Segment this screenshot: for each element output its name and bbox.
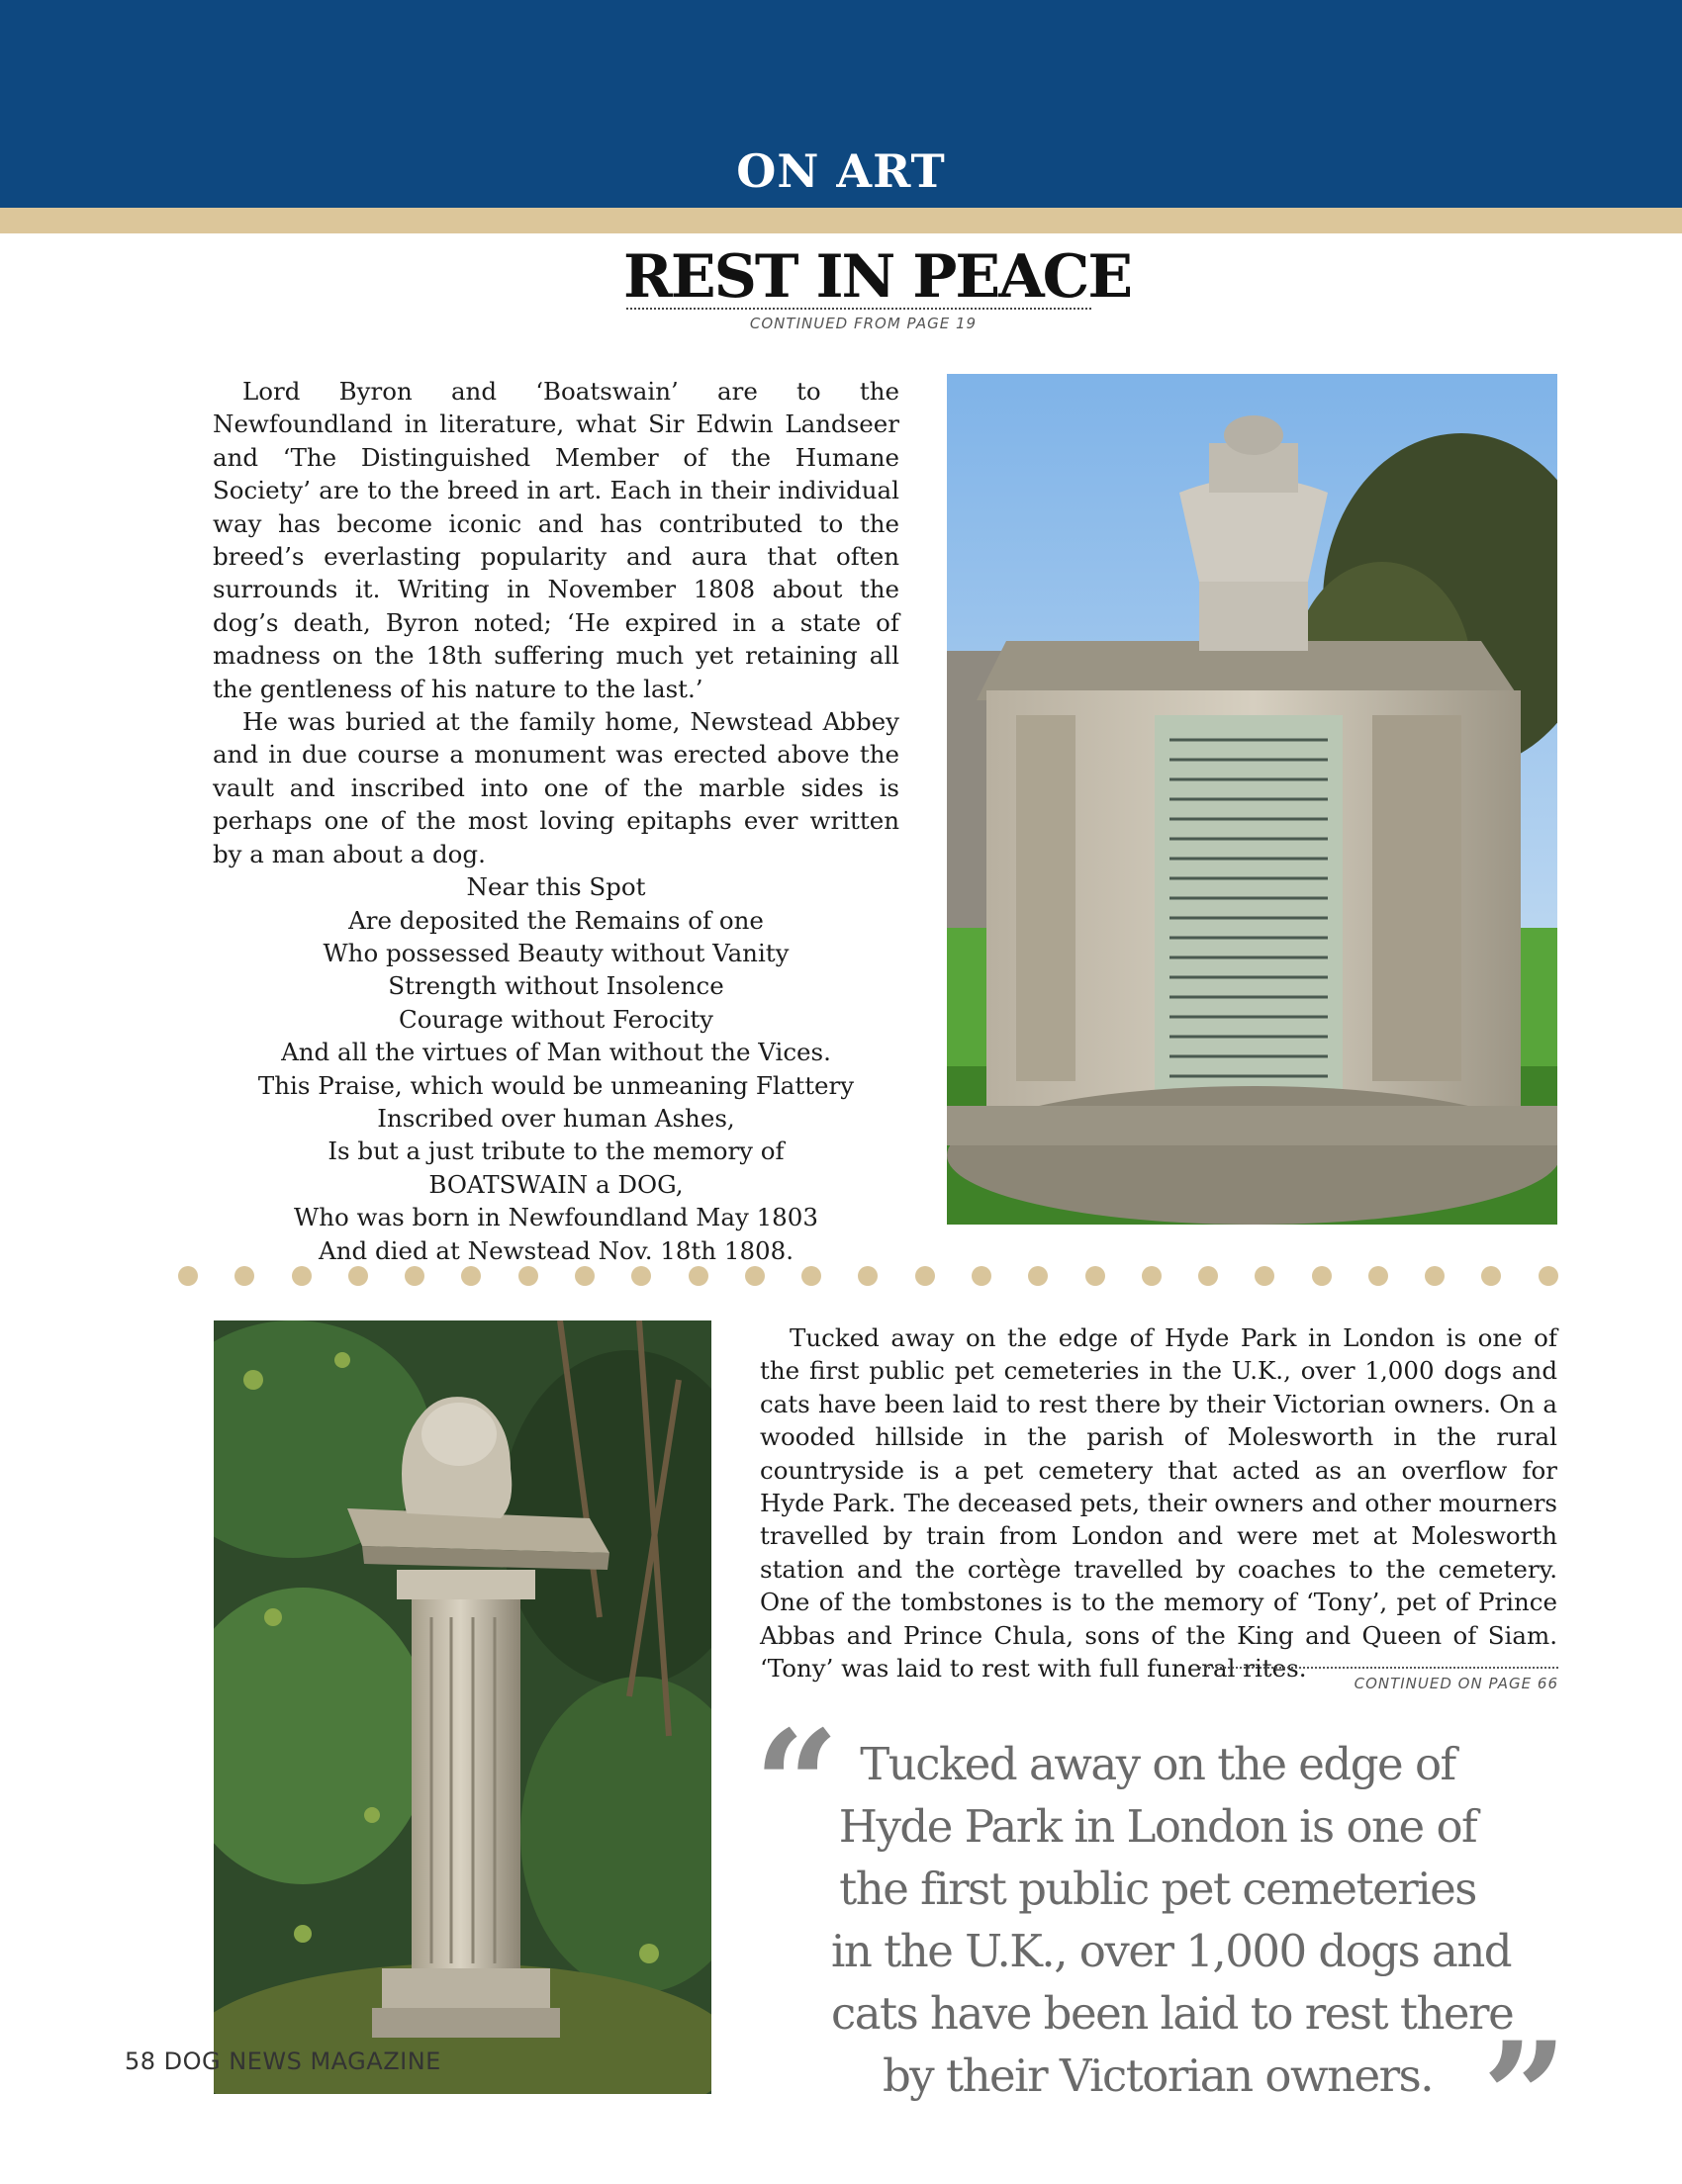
article-title: REST IN PEACE <box>623 242 1132 312</box>
continued-dotted-rule <box>1199 1667 1558 1669</box>
page-folio: 58 DOG NEWS MAGAZINE <box>125 2048 441 2075</box>
left-column-text <box>213 375 899 1267</box>
divider-dot <box>348 1266 368 1286</box>
title-dotted-rule <box>626 308 1091 310</box>
epitaph-line: Who possessed Beauty without Vanity <box>323 938 790 967</box>
photo-pet-cemetery-statue <box>214 1320 711 2094</box>
photo-boatswain-monument <box>947 374 1557 1225</box>
epitaph-line: And all the virtues of Man without the Vices. <box>281 1038 831 1067</box>
divider-dot <box>1085 1266 1105 1286</box>
divider-dot <box>801 1266 821 1286</box>
divider-dot <box>745 1266 765 1286</box>
epitaph-line: Near this Spot <box>466 872 646 902</box>
divider-dot <box>689 1266 708 1286</box>
epitaph-line: Inscribed over human Ashes, <box>377 1103 735 1133</box>
section-label: ON ART <box>736 144 946 198</box>
divider-dot <box>405 1266 424 1286</box>
right-column-text <box>760 1321 1557 1684</box>
divider-dot <box>858 1266 878 1286</box>
paragraph-monument: He was buried at the family home, Newstead Abbey and in due course a monument was erected above the vault and inscribed into one of the marble sides is perhaps one of the most loving epitaphs ever written by a man about a dog. <box>213 707 899 868</box>
divider-dot <box>1255 1266 1274 1286</box>
divider-dot <box>915 1266 935 1286</box>
epitaph-line: Courage without Ferocity <box>398 1004 714 1034</box>
divider-dot <box>1142 1266 1162 1286</box>
continued-from-note: CONTINUED FROM PAGE 19 <box>749 315 978 332</box>
epitaph-line: Is but a just tribute to the memory of <box>327 1137 785 1166</box>
divider-dot <box>1312 1266 1332 1286</box>
epitaph-verse <box>213 870 899 1267</box>
epitaph-line: BOATSWAIN a DOG, <box>428 1169 684 1199</box>
pull-quote-line: in the U.K., over 1,000 dogs and <box>831 1925 1512 1977</box>
continued-on-note: CONTINUED ON PAGE 66 <box>1354 1675 1558 1692</box>
divider-dot <box>292 1266 312 1286</box>
divider-dot <box>1028 1266 1048 1286</box>
epitaph-line: And died at Newstead Nov. 18th 1808. <box>319 1235 794 1265</box>
pull-quote-line: the first public pet cemeteries <box>839 1863 1476 1915</box>
epitaph-line: This Praise, which would be unmeaning Flattery <box>257 1070 855 1100</box>
divider-dot <box>461 1266 481 1286</box>
divider-dot <box>575 1266 595 1286</box>
divider-dot <box>1481 1266 1501 1286</box>
divider-dot <box>1198 1266 1218 1286</box>
pull-quote-line: by their Victorian owners. <box>882 2049 1434 2102</box>
divider-dot <box>1368 1266 1388 1286</box>
close-quote-mark: ” <box>1482 2010 1568 2184</box>
divider-dot <box>234 1266 254 1286</box>
divider-dot <box>631 1266 651 1286</box>
pull-quote-line: cats have been laid to rest there <box>831 1987 1514 2040</box>
divider-dot <box>178 1266 198 1286</box>
pull-quote <box>831 1733 1514 2107</box>
epitaph-line: Who was born in Newfoundland May 1803 <box>294 1203 818 1232</box>
epitaph-line: Strength without Insolence <box>388 971 724 1001</box>
dotted-divider <box>178 1265 1558 1287</box>
pull-quote-line: Hyde Park in London is one of <box>838 1800 1477 1853</box>
epitaph-line: Are deposited the Remains of one <box>348 905 764 935</box>
divider-dot <box>1425 1266 1445 1286</box>
divider-dot <box>1539 1266 1558 1286</box>
header-accent-stripe <box>0 208 1682 233</box>
divider-dot <box>972 1266 991 1286</box>
pull-quote-line: Tucked away on the edge of <box>860 1738 1455 1790</box>
open-quote-mark: “ <box>754 1698 840 1872</box>
divider-dot <box>518 1266 538 1286</box>
paragraph-byron: Lord Byron and ‘Boatswain’ are to the Newfoundland in literature, what Sir Edwin Landseer and ‘The Distinguished Member of the Humane Society’ are to the breed in art. Each in their individual way has become iconic and has contributed to the breed’s everlasting popularity and aura that often surrounds it. Writing in November 1808 about the dog’s death, Byron noted; ‘He expired in a state of madness on the 18th suffering much yet retaining all the gentleness of his nature to the last.’ <box>213 377 899 703</box>
paragraph-pet-cemetery: Tucked away on the edge of Hyde Park in London is one of the first public pet cemeteries in the U.K., over 1,000 dogs and cats have been laid to rest there by their Victorian owners. On a wooded hillside in the parish of Molesworth in the rural countryside is a pet cemetery that acted as an overflow for Hyde Park. The deceased pets, their owners and other mourners travelled by train from London and were met at Molesworth station and the cortège travelled by coaches to the cemetery. One of the tombstones is to the memory of ‘Tony’, pet of Prince Abbas and Prince Chula, sons of the King and Queen of Siam. ‘Tony’ was laid to rest with full funeral rites. <box>760 1323 1557 1684</box>
